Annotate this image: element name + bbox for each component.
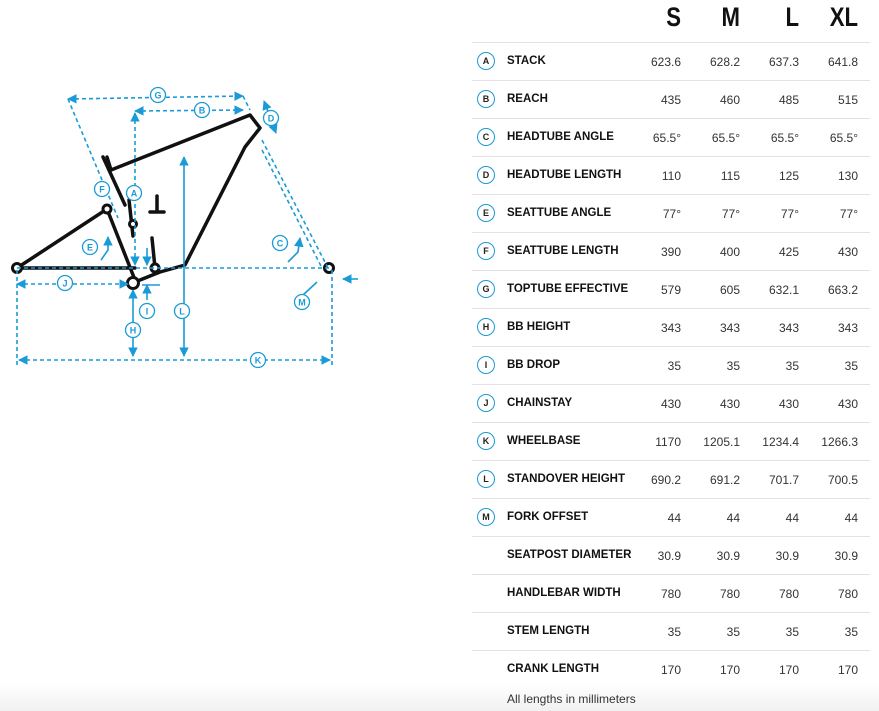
cell-value: 77°	[839, 207, 858, 221]
cell-value: 170	[719, 663, 740, 677]
table-row	[472, 422, 870, 460]
cell-value: 65.5°	[829, 131, 858, 145]
bottom-fade	[0, 683, 879, 711]
cell-value: 343	[778, 321, 799, 335]
row-badge: M	[477, 508, 495, 526]
cell-value: 1266.3	[821, 435, 858, 449]
row-label: STACK	[507, 55, 546, 67]
marker-e-label: E	[86, 242, 94, 253]
size-header-l: L	[785, 2, 799, 32]
size-header-s: S	[666, 2, 681, 32]
row-label: SEATTUBE LENGTH	[507, 245, 619, 257]
row-label: WHEELBASE	[507, 435, 581, 447]
table-row	[472, 194, 870, 232]
row-badge: H	[477, 318, 495, 336]
marker-c-label: C	[276, 238, 284, 249]
cell-value: 110	[661, 169, 681, 183]
marker-a-label: A	[130, 188, 138, 199]
cell-value: 637.3	[768, 55, 799, 69]
cell-value: 430	[660, 397, 681, 411]
row-badge: A	[477, 52, 495, 70]
cell-value: 343	[837, 321, 858, 335]
marker-m-label: M	[298, 297, 306, 308]
cell-value: 430	[719, 397, 740, 411]
cell-value: 691.2	[709, 473, 740, 487]
cell-value: 77°	[721, 207, 740, 221]
cell-value: 35	[726, 625, 740, 639]
cell-value: 460	[719, 93, 740, 107]
cell-value: 65.5°	[652, 131, 681, 145]
cell-value: 663.2	[827, 283, 858, 297]
cell-value: 170	[837, 663, 858, 677]
marker-j	[58, 276, 73, 291]
marker-k-label: K	[254, 355, 262, 366]
row-label: STEM LENGTH	[507, 625, 590, 637]
row-label: HEADTUBE ANGLE	[507, 131, 614, 143]
cell-value: 44	[667, 511, 681, 525]
marker-e	[83, 240, 98, 255]
marker-h-label: H	[129, 325, 137, 336]
marker-f	[95, 182, 110, 197]
row-badge: E	[477, 204, 495, 222]
cell-value: 35	[785, 625, 799, 639]
row-badge: D	[477, 166, 495, 184]
cell-value: 628.2	[709, 55, 740, 69]
cell-value: 77°	[780, 207, 799, 221]
table-row	[472, 80, 870, 118]
cell-value: 632.1	[768, 283, 799, 297]
units-footnote: All lengths in millimeters	[507, 692, 636, 706]
row-label: REACH	[507, 93, 548, 105]
cell-value: 30.9	[775, 549, 799, 563]
row-label: SEATTUBE ANGLE	[507, 207, 612, 219]
cell-value: 1205.1	[703, 435, 740, 449]
table-row	[472, 346, 870, 384]
row-label: SEATPOST DIAMETER	[507, 549, 632, 561]
row-badge: B	[477, 90, 495, 108]
size-header-m: M	[721, 2, 740, 32]
cell-value: 77°	[662, 207, 681, 221]
row-badge: G	[477, 280, 495, 298]
geometry-rows	[472, 42, 870, 688]
marker-g-label: G	[154, 90, 162, 101]
cell-value: 125	[778, 169, 799, 183]
cell-value: 425	[778, 245, 799, 259]
marker-k	[251, 353, 266, 368]
cell-value: 400	[719, 245, 740, 259]
geometry-table	[472, 0, 870, 688]
row-badge: F	[477, 242, 495, 260]
cell-value: 1170	[655, 435, 681, 449]
cell-value: 515	[837, 93, 858, 107]
table-row	[472, 536, 870, 574]
cell-value: 343	[719, 321, 740, 335]
cell-value: 430	[837, 397, 858, 411]
marker-i	[140, 304, 155, 319]
cell-value: 579	[660, 283, 681, 297]
cell-value: 30.9	[657, 549, 681, 563]
row-label: BB HEIGHT	[507, 321, 571, 333]
cell-value: 430	[778, 397, 799, 411]
cell-value: 44	[844, 511, 858, 525]
cell-value: 35	[844, 359, 858, 373]
table-row	[472, 232, 870, 270]
cell-value: 701.7	[768, 473, 799, 487]
cell-value: 35	[667, 359, 681, 373]
cell-value: 170	[660, 663, 681, 677]
cell-value: 30.9	[834, 549, 858, 563]
cell-value: 44	[726, 511, 740, 525]
cell-value: 343	[660, 321, 681, 335]
cell-value: 435	[660, 93, 681, 107]
marker-l-label: L	[179, 306, 185, 317]
cell-value: 641.8	[827, 55, 858, 69]
cell-value: 44	[785, 511, 799, 525]
marker-d-label: D	[267, 113, 275, 124]
row-label: FORK OFFSET	[507, 511, 589, 523]
cell-value: 780	[719, 587, 740, 601]
cell-value: 623.6	[650, 55, 681, 69]
cell-value: 35	[785, 359, 799, 373]
table-row	[472, 308, 870, 346]
dimension-lines	[17, 96, 358, 365]
row-badge: J	[477, 394, 495, 412]
row-label: BB DROP	[507, 359, 561, 371]
table-row	[472, 156, 870, 194]
marker-l	[175, 304, 190, 319]
cell-value: 35	[726, 359, 740, 373]
marker-b	[195, 103, 210, 118]
marker-m	[295, 295, 310, 310]
row-badge: I	[477, 356, 495, 374]
table-row	[472, 498, 870, 536]
table-row	[472, 118, 870, 156]
marker-i-label: I	[145, 306, 149, 317]
marker-j-label: J	[62, 278, 68, 289]
cell-value: 485	[778, 93, 799, 107]
row-badge: K	[477, 432, 495, 450]
cell-value: 690.2	[650, 473, 681, 487]
cell-value: 130	[837, 169, 858, 183]
cell-value: 390	[660, 245, 681, 259]
cell-value: 780	[660, 587, 681, 601]
table-row	[472, 612, 870, 650]
row-label: HANDLEBAR WIDTH	[507, 587, 621, 599]
row-label: CRANK LENGTH	[507, 663, 599, 675]
table-row	[472, 42, 870, 80]
cell-value: 605	[719, 283, 740, 297]
table-row	[472, 270, 870, 308]
cell-value: 35	[844, 625, 858, 639]
table-row	[472, 460, 870, 498]
cell-value: 780	[837, 587, 858, 601]
marker-f-label: F	[99, 184, 105, 195]
row-label: TOPTUBE EFFECTIVE	[507, 283, 629, 295]
cell-value: 1234.4	[762, 435, 799, 449]
table-row	[472, 574, 870, 612]
cell-value: 65.5°	[770, 131, 799, 145]
cell-value: 115	[720, 169, 740, 183]
cell-value: 430	[837, 245, 858, 259]
cell-value: 700.5	[827, 473, 858, 487]
table-row	[472, 384, 870, 422]
marker-a	[127, 186, 142, 201]
cell-value: 170	[778, 663, 799, 677]
row-label: STANDOVER HEIGHT	[507, 473, 625, 485]
marker-h	[126, 323, 141, 338]
marker-g	[151, 88, 166, 103]
cell-value: 35	[667, 625, 681, 639]
cell-value: 65.5°	[711, 131, 740, 145]
marker-c	[273, 236, 288, 251]
row-label: HEADTUBE LENGTH	[507, 169, 622, 181]
marker-b-label: B	[198, 105, 206, 116]
row-label: CHAINSTAY	[507, 397, 573, 409]
size-header-xl: XL	[829, 2, 858, 32]
size-header-row	[472, 0, 870, 42]
cell-value: 30.9	[716, 549, 740, 563]
row-badge: L	[477, 470, 495, 488]
marker-d	[264, 111, 279, 126]
row-badge: C	[477, 128, 495, 146]
cell-value: 780	[778, 587, 799, 601]
